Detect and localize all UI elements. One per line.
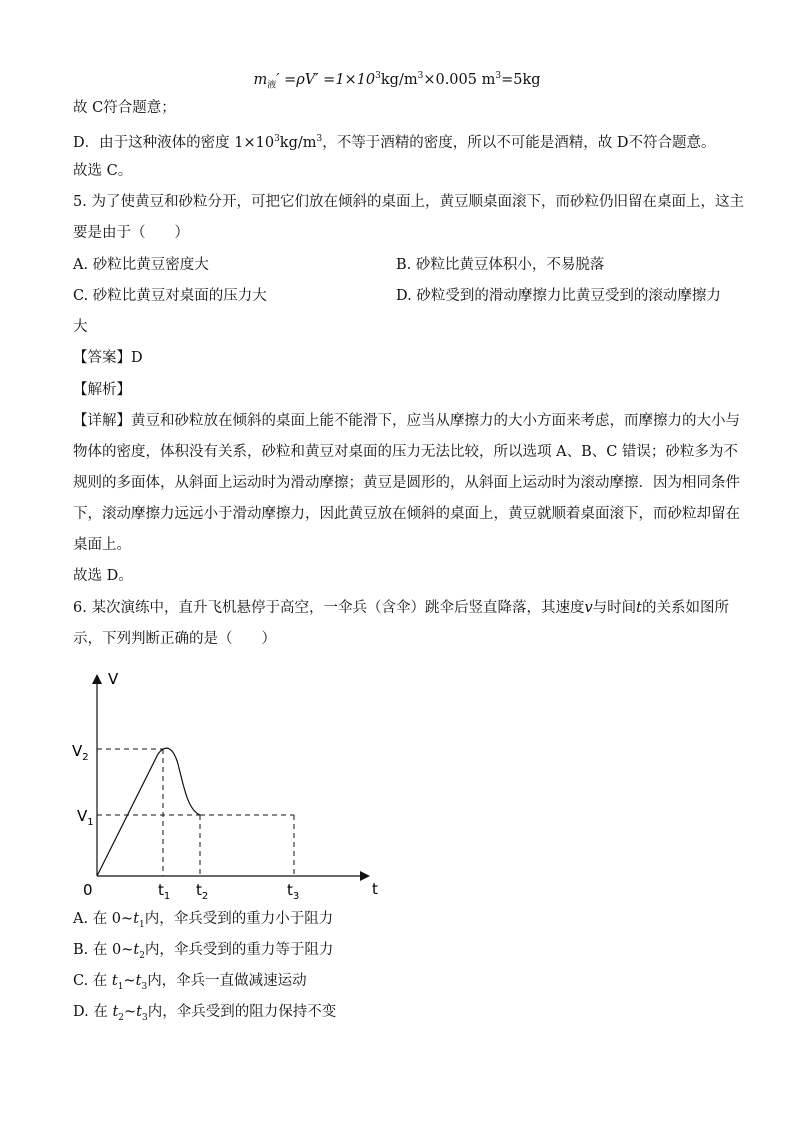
q5-option-b: B. 砂粒比黄豆体积小，不易脱落: [396, 257, 605, 273]
q6-d-t1: t: [112, 1004, 119, 1020]
q6-stem-c: 的关系如图所: [641, 600, 729, 616]
q6-a-sub: 1: [139, 919, 145, 930]
answer-tag: 【答案】: [73, 350, 131, 366]
q6-c-prefix: C. 在: [73, 973, 112, 989]
formula-m-sub: 液: [267, 80, 277, 91]
detail-line-3: 规则的多面体，从斜面上运动时为滑动摩擦；黄豆是圆形的，从斜面上运动时为滚动摩擦．因为相同条件: [73, 475, 740, 491]
q5-answer-line: [73, 348, 734, 368]
x-axis-label: t: [372, 880, 378, 898]
q6-stem-a: 6. 某次演练中，直升飞机悬停于高空，一伞兵（含伞）跳伞后竖直降落，其速度: [73, 600, 585, 616]
detail-line-4: 下，滚动摩擦力远远小于滑动摩擦力，因此黄豆放在倾斜的桌面上，黄豆就顺着桌面滚下，而砂粒却留在: [73, 506, 740, 522]
q6-d-mid: ~: [124, 1004, 137, 1020]
d-exp: 3: [274, 134, 280, 144]
q6-stem-t: t: [636, 600, 642, 616]
q5-stem-1: 5. 为了使黄豆和砂粒分开，可把它们放在倾斜的桌面上，黄豆顺桌面滚下，而砂粒仍旧留在桌面上，这主: [73, 194, 744, 210]
q6-option-d: [73, 1002, 734, 1028]
q6-a-t: t: [133, 911, 140, 927]
q6-c-s2: 3: [141, 981, 148, 992]
q6-b-prefix: B. 在 0~: [73, 942, 134, 958]
q6-b-text: 内，伞兵受到的重力等于阻力: [144, 942, 334, 958]
q6-c-t1: t: [111, 973, 118, 989]
d-prefix: D．由于这种液体的密度 1×10: [73, 134, 275, 151]
detail-tag: 【详解】: [73, 413, 131, 429]
q6-d-text: 内，伞兵受到的阻力保持不变: [147, 1004, 337, 1020]
q5-stem-2: 要是由于（ ）: [73, 225, 189, 241]
q5-option-d: D. 砂粒受到的滑动摩擦力比黄豆受到的滚动摩擦力: [396, 288, 721, 304]
velocity-curve: [97, 748, 200, 876]
q6-b-sub: 2: [139, 950, 145, 961]
formula-tail: =5kg: [501, 71, 541, 88]
q6-stem-1: [73, 598, 734, 618]
t3-label: $t_3$: [287, 881, 300, 900]
detail-line-2: 物体的密度，体积没有关系，砂粒和黄豆对桌面的压力无法比较，所以选项 A、B、C 错误；砂粒多为不: [73, 444, 738, 460]
detail-line-5: 桌面上。: [73, 537, 131, 553]
detail-line-1: [73, 411, 740, 431]
v2-label: $V_2$: [72, 742, 89, 763]
d-suffix: ，不等于酒精的密度，所以不可能是酒精，故 D不符合题意。: [322, 134, 716, 151]
q6-c-text: 内，伞兵一直做减速运动: [147, 973, 307, 989]
formula-exp3: 3: [495, 71, 502, 81]
q6-stem-v: v: [584, 600, 593, 616]
formula-line: [0, 66, 794, 96]
q5-option-a: A. 砂粒比黄豆密度大: [73, 257, 209, 273]
formula-exp2: 3: [417, 71, 424, 81]
q5-option-c: C. 砂粒比黄豆对桌面的压力大: [73, 288, 267, 304]
t1-label: $t_1$: [158, 881, 171, 900]
q6-stem-b: 与时间: [592, 600, 637, 616]
q6-a-text: 内，伞兵受到的重力小于阻力: [144, 911, 334, 927]
origin-label: 0: [83, 881, 93, 899]
y-axis-label: V: [108, 670, 119, 688]
formula-mid: ×0.005 m: [423, 71, 496, 88]
q6-option-a: [73, 909, 734, 935]
t2-label: $t_2$: [196, 881, 209, 900]
d-exp2: 3: [316, 134, 323, 144]
q6-option-b: [73, 940, 734, 966]
q6-d-s1: 2: [118, 1012, 124, 1023]
q6-c-t2: t: [135, 973, 142, 989]
choice-c-line: 故选 C。: [73, 163, 133, 179]
q6-a-prefix: A. 在 0~: [73, 911, 134, 927]
formula-rest: ′ =ρV′ =1×10: [276, 71, 376, 88]
q6-stem-2: 示，下列判断正确的是（ ）: [73, 631, 276, 647]
q5-option-d-cont: 大: [73, 319, 88, 335]
answer-value: D: [131, 350, 143, 366]
formula-exp1: 3: [375, 71, 381, 81]
q6-c-mid: ~: [123, 973, 136, 989]
d-explanation: [73, 129, 734, 153]
q5-choice: 故选 D。: [73, 568, 133, 584]
d-unit: kg/m: [279, 134, 317, 151]
detail-text-1: 黄豆和砂粒放在倾斜的桌面上能不能滑下，应当从摩擦力的大小方面来考虑，而摩擦力的大小与: [131, 413, 740, 429]
c-conclusion: 故 C符合题意；: [73, 100, 176, 116]
analysis-tag: 【解析】: [73, 382, 131, 398]
q6-option-c: [73, 971, 734, 997]
q6-b-t: t: [133, 942, 140, 958]
formula-m: m: [253, 71, 268, 88]
q6-d-s2: 3: [141, 1012, 148, 1023]
formula-unit1: kg/m: [380, 71, 418, 88]
velocity-time-graph: [70, 660, 390, 900]
q6-d-t2: t: [136, 1004, 142, 1020]
q6-c-s1: 1: [117, 981, 124, 992]
v1-label: $V_1$: [77, 807, 94, 828]
q6-d-prefix: D. 在: [73, 1004, 113, 1020]
